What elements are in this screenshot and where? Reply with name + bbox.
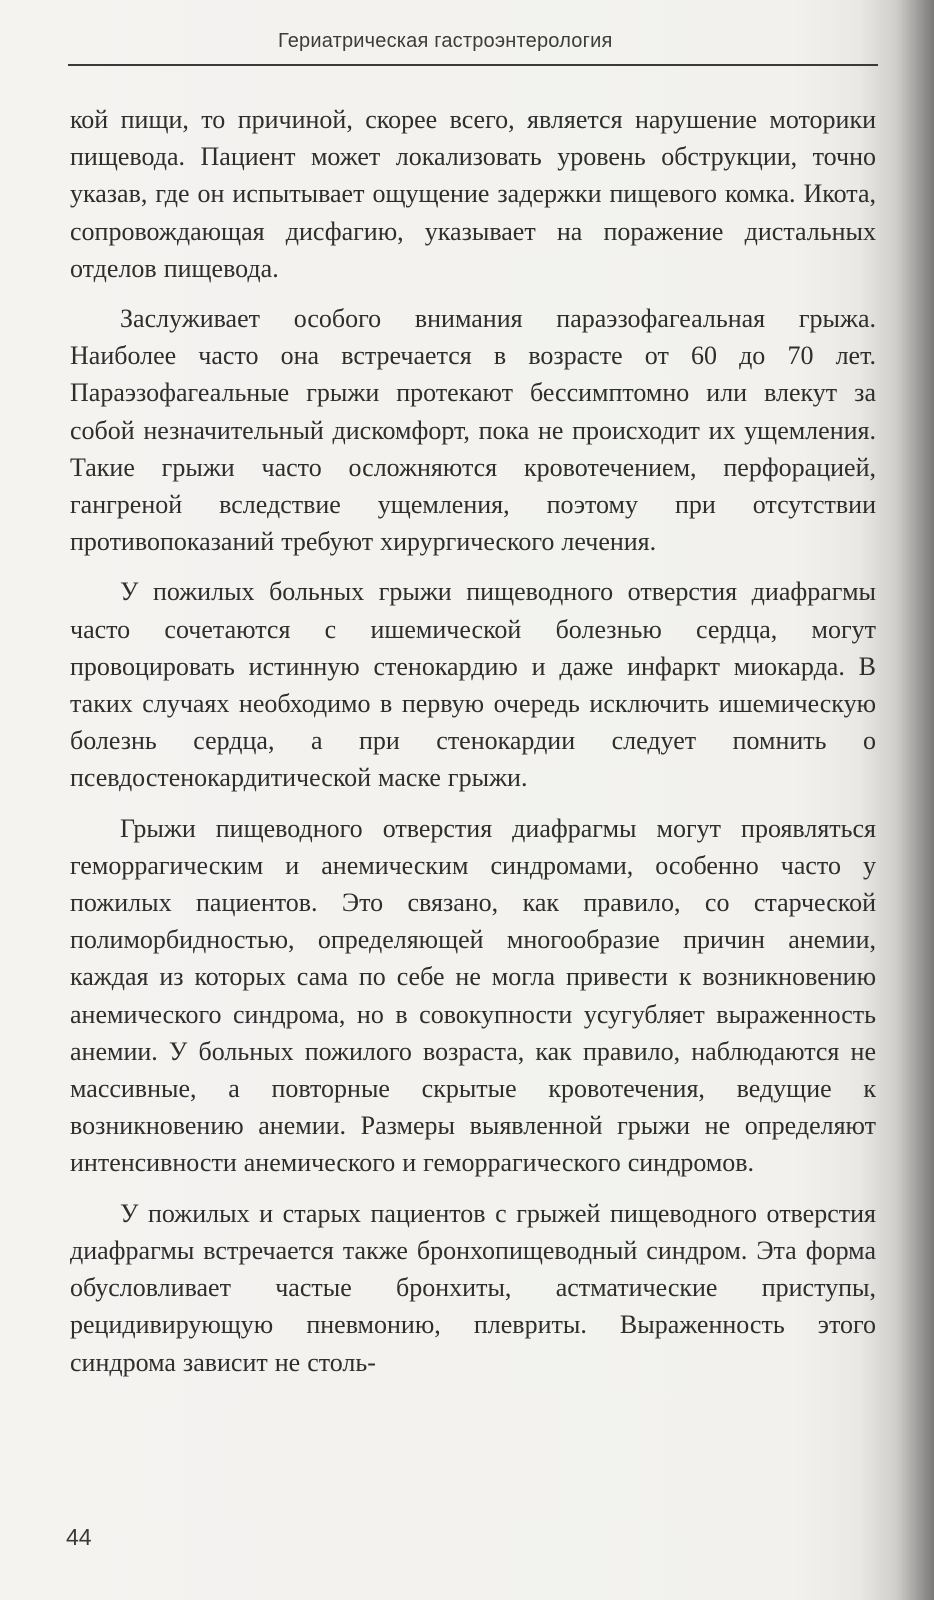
paragraph-bronchoesophageal-syndrome: У пожилых и старых пациентов с грыжей пищеводного отверстия диафрагмы встречается также бронхопищеводный синдром. Эта форма обусловливает частые бронхиты, астматические приступы, рецидивирующую пневмонию, плевриты. Выраженность этого синдрома зависит не столь-	[70, 1198, 876, 1377]
body-text	[70, 101, 876, 1394]
page-number: 44	[66, 1524, 92, 1550]
paragraph-ischemic-heart-disease: У пожилых больных грыжи пищеводного отверстия диафрагмы часто сочетаются с ишемической болезнью сердца, могут провоцировать истинную стенокардию и даже инфаркт миокарда. В таких случаях необходимо в первую очередь исключить ишемическую болезнь сердца, а при стенокардии следует помнить о псевдостенокардитической маске грыжи.	[70, 577, 876, 793]
running-header	[68, 30, 878, 66]
running-title: Гериатрическая гастроэнтерология	[278, 30, 613, 52]
paragraph-continuation: кой пищи, то причиной, скорее всего, является нарушение моторики пищевода. Пациент может локализовать уровень обструкции, точно указав, где он испытывает ощущение задержки пищевого комка. Икота, сопровождающая дисфагию, указывает на поражение дистальных отделов пищевода.	[70, 105, 876, 283]
paragraph-paraesophageal-hernia: Заслуживает особого внимания параэзофагеальная грыжа. Наиболее часто она встречается в возрасте от 60 до 70 лет. Параэзофагеальные грыжи протекают бессимптомно или влекут за собой незначительный дискомфорт, пока не происходит их ущемления. Такие грыжи часто осложняются кровотечением, перфорацией, гангреной вследствие ущемления, поэтому при отсутствии противопоказаний требуют хирургического лечения.	[70, 304, 876, 557]
paragraph-anemic-syndrome: Грыжи пищеводного отверстия диафрагмы могут проявляться геморрагическим и анемическим синдромами, особенно часто у пожилых пациентов. Это связано, как правило, со старческой полиморбидностью, определяющей многообразие причин анемии, каждая из которых сама по себе не могла привести к возникновению анемического синдрома, но в совокупности усугубляет выраженность анемии. У больных пожилого возраста, как правило, наблюдаются не массивные, а повторные скрытые кровотечения, ведущие к возникновению анемии. Размеры выявленной грыжи не определяют интенсивности анемического и геморрагического синдромов.	[70, 813, 876, 1178]
